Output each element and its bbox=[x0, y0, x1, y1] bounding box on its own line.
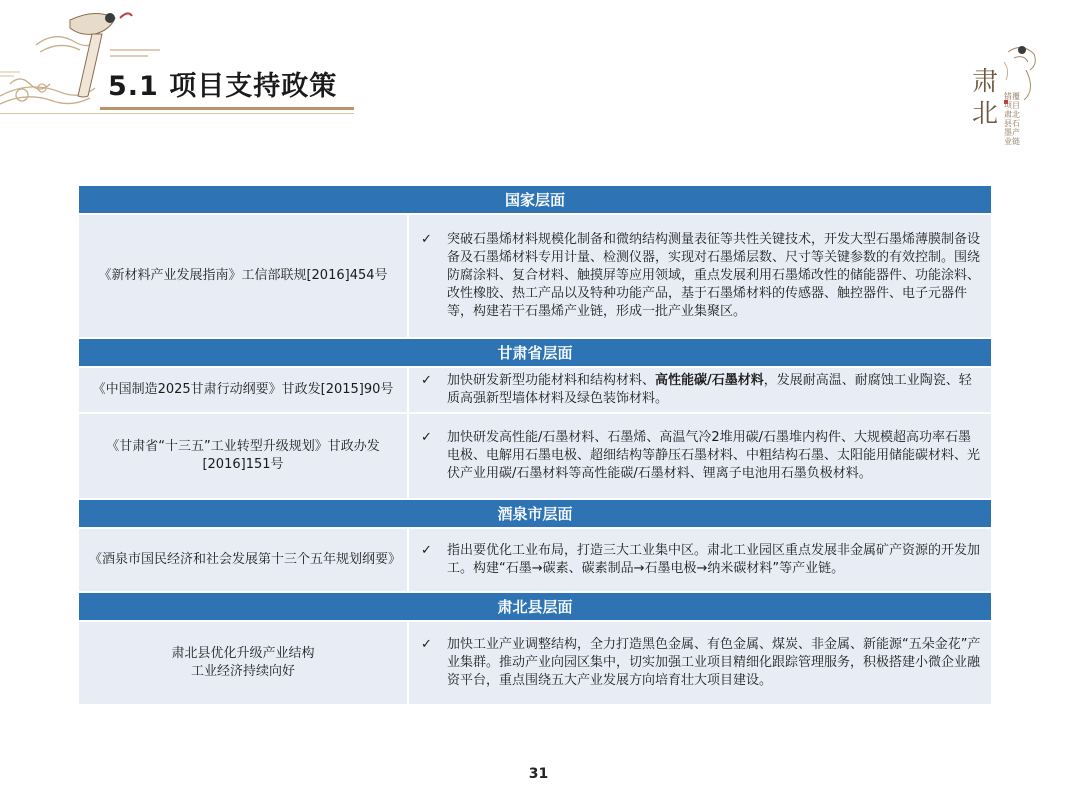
policy-text-post: ，发展耐高温、耐腐蚀工业陶瓷、轻质高强新型墙体材料及绿色装饰材料。 bbox=[447, 373, 972, 406]
policy-content bbox=[408, 214, 992, 338]
checkmark-icon: ✓ bbox=[421, 373, 432, 388]
table-row bbox=[78, 528, 992, 592]
section-header-row bbox=[78, 499, 992, 528]
section-header-row bbox=[78, 185, 992, 214]
checkmark-icon: ✓ bbox=[421, 543, 432, 558]
section-header-gansu: 甘肃省层面 bbox=[78, 338, 992, 367]
section-header-row bbox=[78, 592, 992, 621]
policy-content bbox=[408, 413, 992, 499]
title-underline-thin bbox=[0, 113, 354, 114]
checkmark-icon: ✓ bbox=[421, 430, 432, 445]
subei-logo bbox=[964, 40, 1044, 165]
policy-content bbox=[408, 367, 992, 413]
policy-document-line1: 肃北县优化升级产业结构 bbox=[171, 646, 315, 661]
section-header-subei: 肃北县层面 bbox=[78, 592, 992, 621]
policy-text: 指出要优化工业布局，打造三大工业集中区。肃北工业园区重点发展非金属矿产资源的开发加工。构建“石墨→碳素、碳素制品→石墨电极→纳米碳材料”等产业链。 bbox=[447, 543, 981, 576]
table-row bbox=[78, 413, 992, 499]
policy-text bbox=[447, 372, 981, 408]
logo-text: 肃北 bbox=[971, 67, 998, 129]
section-header-national: 国家层面 bbox=[78, 185, 992, 214]
policy-document: 《中国制造2025甘肃行动纲要》甘政发[2015]90号 bbox=[78, 367, 408, 413]
policy-document: 《新材料产业发展指南》工信部联规[2016]454号 bbox=[78, 214, 408, 338]
policy-text: 突破石墨烯材料规模化制备和微纳结构测量表征等共性关键技术，开发大型石墨烯薄膜制备设备及石墨烯材料专用计量、检测仪器，实现对石墨烯层数、尺寸等关键参数的有效控制。围绕防腐涂料、复合材料、触摸屏等应用领域，重点发展利用石墨烯改性的储能器件、功能涂料、改性橡胶、热工产品以及特种功能产品，基于石墨烯材料的传感器、触控器件、电子元器件等，构建若干石墨烯产业链，形成一批产业集聚区。 bbox=[447, 232, 981, 319]
section-header-jiuquan: 酒泉市层面 bbox=[78, 499, 992, 528]
logo-subtitle: 错覆项目肃北县石墨产业链 bbox=[1004, 92, 1020, 146]
policy-table bbox=[77, 184, 993, 706]
policy-text: 加快研发高性能/石墨材料、石墨烯、高温气冷2堆用碳/石墨堆内构件、大规模超高功率石墨电极、电解用石墨电极、超细结构等静压石墨材料、中粗结构石墨、太阳能用储能碳材料、光伏产业用碳/石墨材料等高性能碳/石墨材料、锂离子电池用石墨负极材料。 bbox=[447, 430, 981, 481]
slide-title: 5.1 项目支持政策 bbox=[108, 71, 338, 102]
policy-text-pre: 加快研发新型功能材料和结构材料、 bbox=[447, 373, 656, 388]
policy-text-bold: 高性能碳/石墨材料 bbox=[655, 373, 764, 388]
page-number: 31 bbox=[528, 766, 549, 782]
policy-document: 《甘肃省“十三五”工业转型升级规划》甘政办发[2016]151号 bbox=[78, 413, 408, 499]
policy-document bbox=[78, 621, 408, 705]
title-underline bbox=[100, 107, 354, 110]
checkmark-icon: ✓ bbox=[421, 232, 432, 247]
checkmark-icon: ✓ bbox=[421, 637, 432, 652]
section-header-row bbox=[78, 338, 992, 367]
table-row bbox=[78, 367, 992, 413]
policy-document: 《酒泉市国民经济和社会发展第十三个五年规划纲要》 bbox=[78, 528, 408, 592]
policy-content bbox=[408, 621, 992, 705]
table-row bbox=[78, 214, 992, 338]
policy-text: 加快工业产业调整结构，全力打造黑色金属、有色金属、煤炭、非金属、新能源“五朵金花”产业集群。推动产业向园区集中，切实加强工业项目精细化跟踪管理服务，积极搭建小微企业融资平台，重点围绕五大产业发展方向培育壮大项目建设。 bbox=[447, 637, 981, 688]
policy-document-line2: 工业经济持续向好 bbox=[190, 664, 295, 679]
policy-content bbox=[408, 528, 992, 592]
table-row bbox=[78, 621, 992, 705]
